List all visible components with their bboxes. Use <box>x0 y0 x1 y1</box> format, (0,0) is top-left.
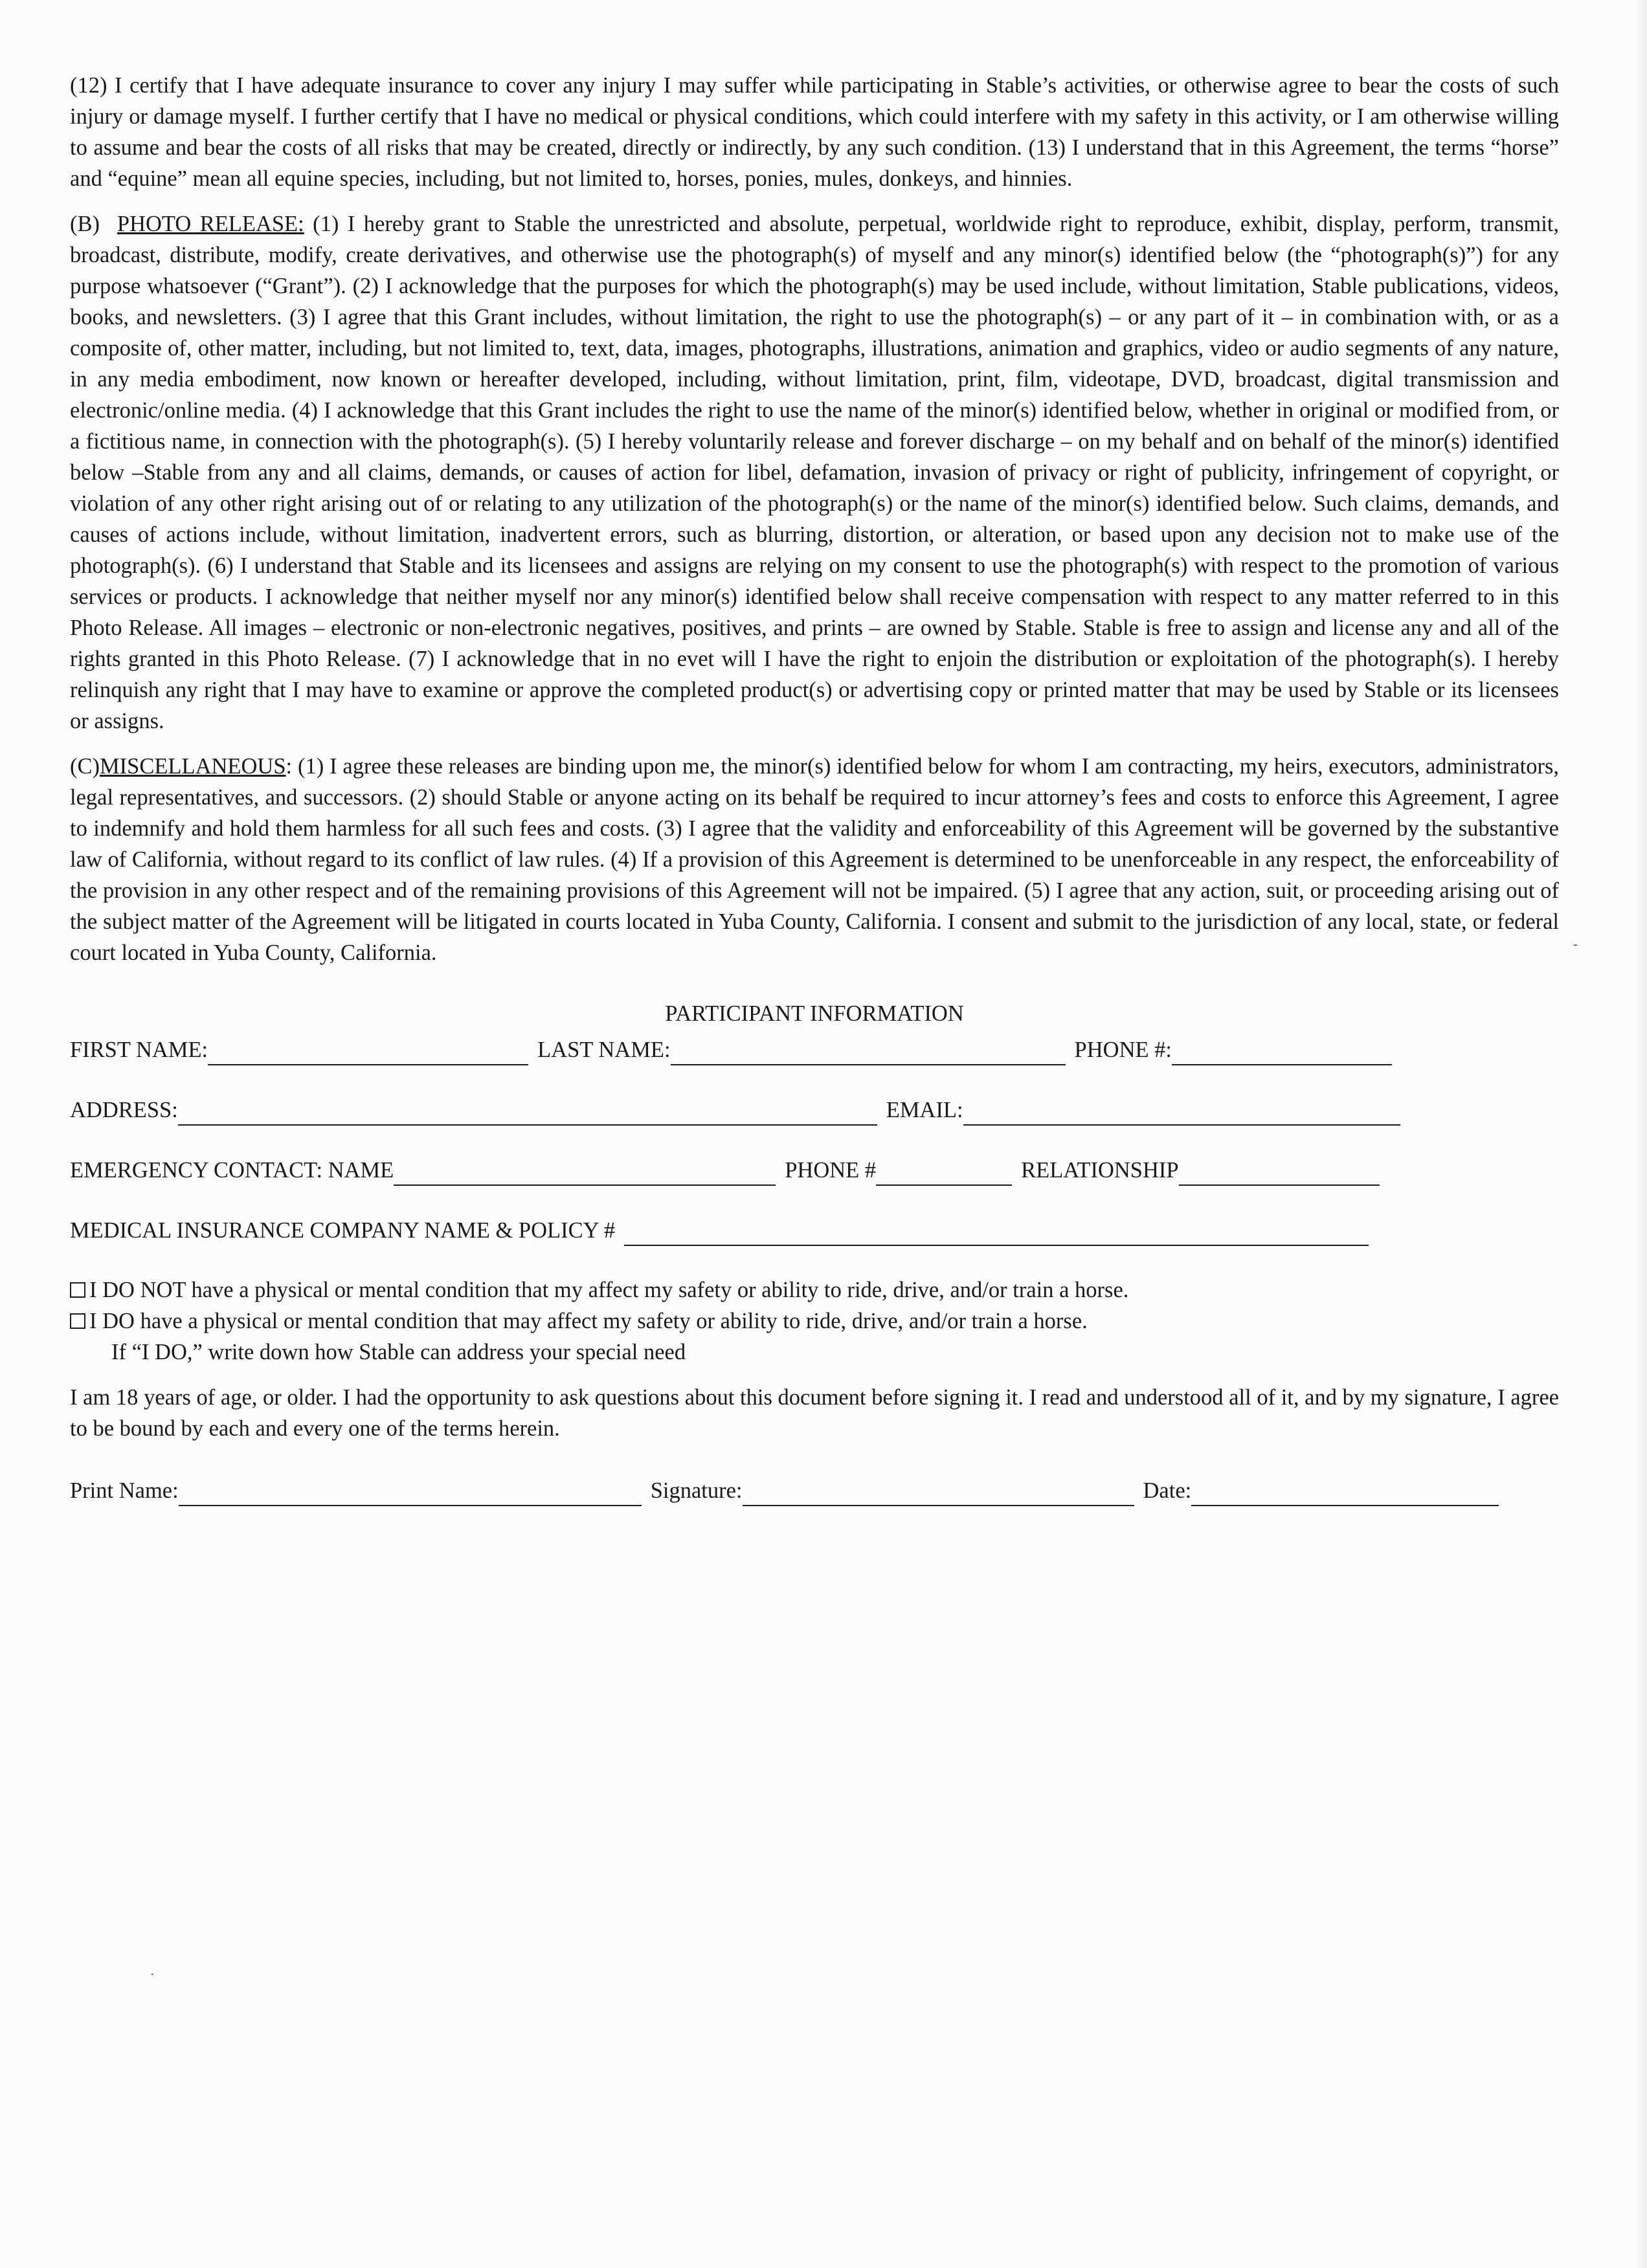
no-condition-label: I DO NOT have a physical or mental condition that my affect my safety or ability to ride, drive, and/or train a horse. <box>89 1278 1129 1302</box>
photo-release-title: PHOTO RELEASE: <box>117 212 304 236</box>
emergency-name-label: EMERGENCY CONTACT: NAME <box>70 1158 394 1183</box>
address-label: ADDRESS: <box>70 1098 178 1122</box>
miscellaneous-section <box>70 751 1559 968</box>
agreement-page <box>70 70 1559 1506</box>
signature-row <box>70 1475 1559 1506</box>
photo-release-body: (1) I hereby grant to Stable the unrestricted and absolute, perpetual, worldwide right to reproduce, exhibit, display, perform, transmit, broadcast, distribute, modify, create derivatives, and otherwise use the photograph(s) of myself and any minor(s) identified below (the “photograph(s)”) for any purpose whatsoever (“Grant”). (2) I acknowledge that the purposes for which the photograph(s) may be used include, without limitation, Stable publications, videos, books, and newsletters. (3) I agree that this Grant includes, without limitation, the right to use the photograph(s) – or any part of it – in combination with, or as a composite of, other matter, including, but not limited to, text, data, images, photographs, illustrations, animation and graphics, video or audio segments of any nature, in any media embodiment, now known or hereafter developed, including, without limitation, print, film, videotape, DVD, broadcast, digital transmission and electronic/online media. (4) I acknowledge that this Grant includes the right to use the name of the minor(s) identified below, whether in original or modified from, or a fictitious name, in connection with the photograph(s). (5) I hereby voluntarily release and forever discharge – on my behalf and on behalf of the minor(s) identified below –Stable from any and all claims, demands, or causes of action for libel, defamation, invasion of privacy or right of publicity, infringement of copyright, or violation of any other right arising out of or relating to any utilization of the photograph(s) or the name of the minor(s) identified below. Such claims, demands, and causes of actions include, without limitation, inadvertent errors, such as blurring, distortion, or alteration, or based upon any decision not to make use of the photograph(s). (6) I understand that Stable and its licensees and assigns are relying on my consent to use the photograph(s) with respect to the promotion of various services or products. I acknowledge that neither myself nor any minor(s) identified below shall receive compensation with respect to any matter referred to in this Photo Release. All images – electronic or non-electronic negatives, positives, and prints – are owned by Stable. Stable is free to assign and license any and all of the rights granted in this Photo Release. (7) I acknowledge that in no evet will I have the right to enjoin the distribution or exploitation of the photograph(s). I hereby relinquish any right that I may have to examine or approve the completed product(s) or advertising copy or printed matter that may be used by Stable or its licensees or assigns. <box>70 212 1560 733</box>
emergency-phone-field[interactable] <box>876 1161 1012 1186</box>
phone-label: PHONE #: <box>1074 1038 1172 1062</box>
name-phone-row <box>70 1034 1559 1065</box>
participant-heading: PARTICIPANT INFORMATION <box>665 1001 964 1026</box>
signature-label: Signature: <box>650 1478 743 1503</box>
spacer <box>70 1368 1559 1382</box>
first-name-field[interactable] <box>208 1041 528 1065</box>
address-field[interactable] <box>178 1101 877 1126</box>
emergency-phone-label: PHONE # <box>785 1158 877 1183</box>
relationship-field[interactable] <box>1179 1161 1380 1186</box>
address-email-row <box>70 1095 1559 1126</box>
emergency-contact-row <box>70 1155 1559 1186</box>
clause-12-13: (12) I certify that I have adequate insurance to cover any injury I may suffer while participating in Stable’s activities, or otherwise agree to bear the costs of such injury or damage myself. I further certify that I have no medical or physical conditions, which could interfere with my safety in this activity, or I am otherwise willing to assume and bear the costs of all risks that may be created, directly or indirectly, by any such condition. (13) I understand that in this Agreement, the terms “horse” and “equine” mean all equine species, including, but not limited to, horses, ponies, mules, donkeys, and hinnies. <box>70 73 1559 191</box>
last-name-field[interactable] <box>671 1041 1066 1065</box>
medical-insurance-label: MEDICAL INSURANCE COMPANY NAME & POLICY # <box>70 1218 616 1243</box>
emergency-name-field[interactable] <box>394 1161 776 1186</box>
miscellaneous-title: MISCELLANEOUS <box>100 754 286 779</box>
medical-insurance-row <box>70 1215 1559 1246</box>
has-condition-label: I DO have a physical or mental condition that may affect my safety or ability to ride, drive, and/or train a horse. <box>89 1309 1088 1333</box>
stray-dot: · <box>150 1968 155 1982</box>
miscellaneous-body: : (1) I agree these releases are binding upon me, the minor(s) identified below for whom I am contracting, my heirs, executors, administrators, legal representatives, and successors. (2) should Stable or anyone acting on its behalf be required to incur attorney’s fees and costs to enforce this Agreement, I agree to indemnify and hold them harmless for all such fees and costs. (3) I agree that the validity and enforceability of this Agreement will be governed by the substantive law of California, without regard to its conflict of law rules. (4) If a provision of this Agreement is determined to be unenforceable in any respect, the enforceability of the provision in any other respect and of the remaining provisions of this Agreement will not be impaired. (5) I agree that any action, suit, or proceeding arising out of the subject matter of the Agreement will be litigated in courts located in Yuba County, California. I consent and submit to the jurisdiction of any local, state, or federal court located in Yuba County, California. <box>70 754 1559 965</box>
print-name-label: Print Name: <box>70 1478 179 1503</box>
photo-release-section <box>70 208 1559 737</box>
attestation-text: I am 18 years of age, or older. I had the opportunity to ask questions about this document before signing it. I read and understood all of it, and by my signature, I agree to be bound by each and every one of the terms herein. <box>70 1385 1559 1441</box>
spacer <box>70 737 1559 751</box>
phone-field[interactable] <box>1172 1041 1392 1065</box>
spacer <box>70 194 1559 208</box>
photo-release-label: (B) <box>70 212 100 236</box>
stray-dash: - <box>1573 937 1578 951</box>
medical-insurance-field[interactable] <box>624 1221 1369 1246</box>
signature-field[interactable] <box>743 1482 1134 1506</box>
date-field[interactable] <box>1191 1482 1499 1506</box>
page-edge-shadow <box>1635 0 1647 2268</box>
special-need-instruction: If “I DO,” write down how Stable can address your special need <box>111 1340 686 1364</box>
no-condition-checkbox[interactable] <box>70 1282 85 1298</box>
email-label: EMAIL: <box>886 1098 963 1122</box>
date-label: Date: <box>1143 1478 1192 1503</box>
spacer <box>70 968 1559 998</box>
no-condition-option[interactable] <box>70 1274 1559 1306</box>
miscellaneous-label: (C) <box>70 754 100 779</box>
relationship-label: RELATIONSHIP <box>1021 1158 1179 1183</box>
has-condition-checkbox[interactable] <box>70 1313 85 1329</box>
print-name-field[interactable] <box>179 1482 642 1506</box>
has-condition-option[interactable] <box>70 1306 1559 1337</box>
first-name-label: FIRST NAME: <box>70 1038 208 1062</box>
spacer <box>70 1246 1559 1274</box>
last-name-label: LAST NAME: <box>537 1038 671 1062</box>
email-field[interactable] <box>963 1101 1400 1126</box>
